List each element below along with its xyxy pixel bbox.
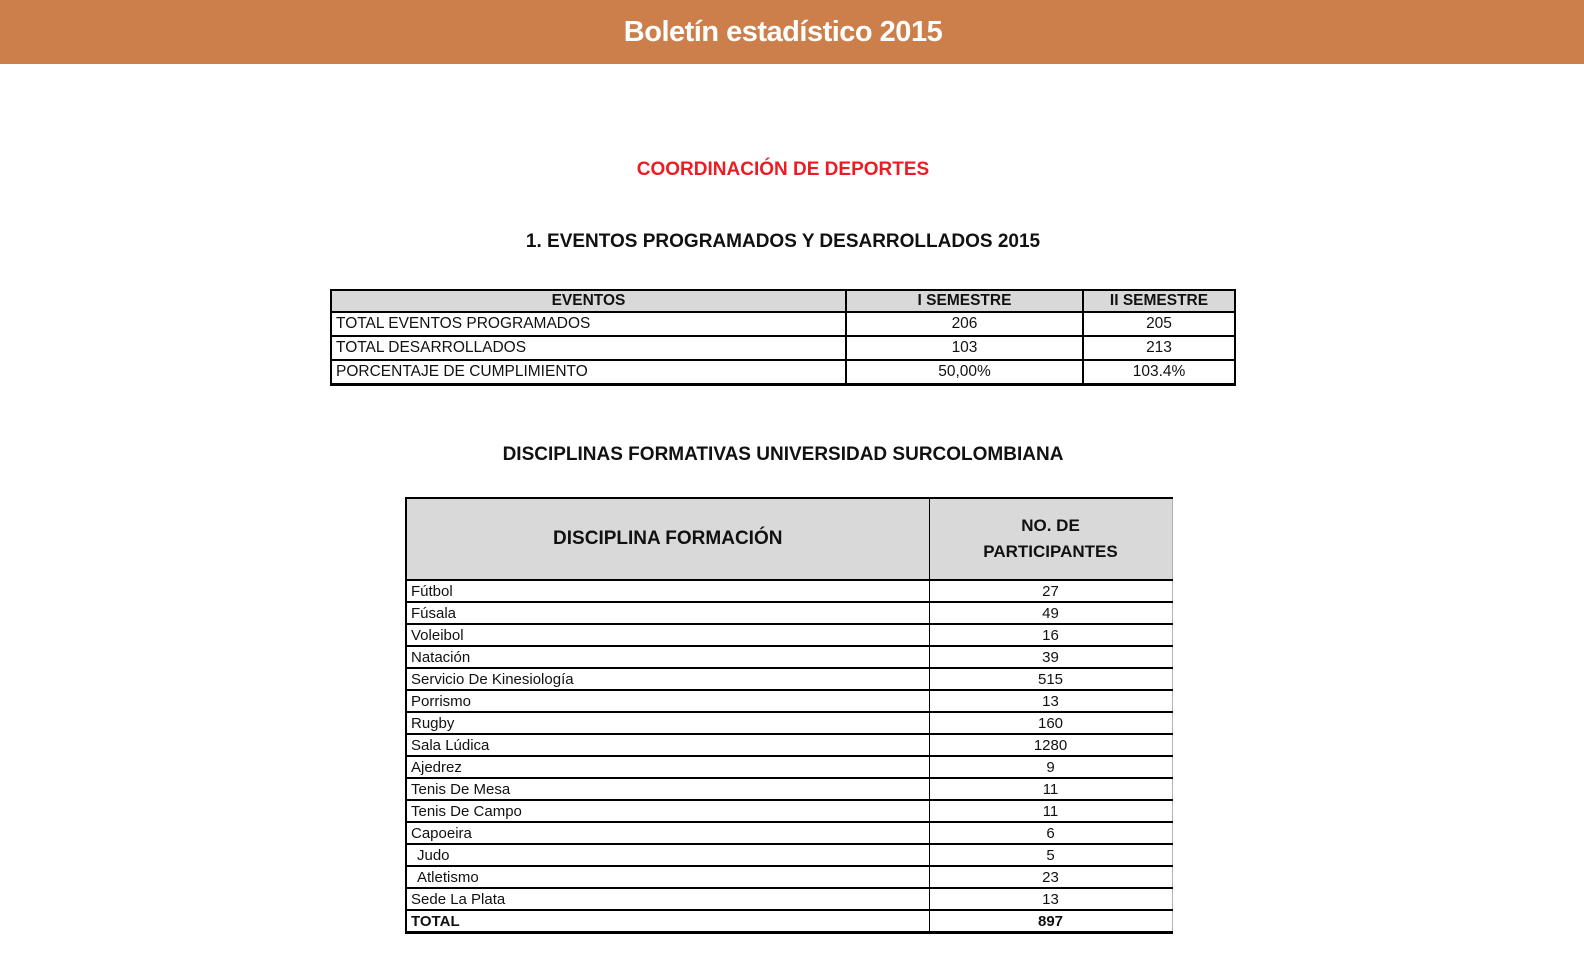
events-cell-sem2: 205 xyxy=(1083,312,1235,336)
disciplines-table-row xyxy=(406,734,1172,756)
disciplines-table-row xyxy=(406,624,1172,646)
disciplines-table-row xyxy=(406,800,1172,822)
discipline-name: Atletismo xyxy=(406,866,929,888)
discipline-participants: 13 xyxy=(929,690,1172,712)
discipline-participants: 49 xyxy=(929,602,1172,624)
events-table-header-row xyxy=(331,290,1235,312)
discipline-participants: 23 xyxy=(929,866,1172,888)
discipline-name: Natación xyxy=(406,646,929,668)
discipline-participants: 1280 xyxy=(929,734,1172,756)
discipline-name: Tenis De Mesa xyxy=(406,778,929,800)
events-table-row xyxy=(331,360,1235,385)
disciplines-total-row xyxy=(406,910,1172,933)
discipline-name: Fúsala xyxy=(406,602,929,624)
discipline-name: Voleibol xyxy=(406,624,929,646)
discipline-name: Porrismo xyxy=(406,690,929,712)
events-cell-label: TOTAL DESARROLLADOS xyxy=(331,336,846,360)
events-table-row xyxy=(331,336,1235,360)
disciplines-header-participants xyxy=(929,498,1172,580)
disciplines-header-name: DISCIPLINA FORMACIÓN xyxy=(406,498,929,580)
discipline-participants: 39 xyxy=(929,646,1172,668)
disciplines-table-header-row xyxy=(406,498,1172,580)
disciplines-table-row xyxy=(406,668,1172,690)
disciplines-table-row xyxy=(406,844,1172,866)
discipline-participants: 27 xyxy=(929,580,1172,602)
discipline-participants: 11 xyxy=(929,778,1172,800)
events-table-row xyxy=(331,312,1235,336)
discipline-name: Servicio De Kinesiología xyxy=(406,668,929,690)
disciplines-total-label: TOTAL xyxy=(406,910,929,933)
discipline-participants: 515 xyxy=(929,668,1172,690)
department-title: COORDINACIÓN DE DEPORTES xyxy=(636,159,930,180)
events-header-sem2: II SEMESTRE xyxy=(1083,290,1235,312)
discipline-name: Judo xyxy=(406,844,929,866)
disciplines-table-row xyxy=(406,580,1172,602)
discipline-name: Tenis De Campo xyxy=(406,800,929,822)
disciplines-table-row xyxy=(406,822,1172,844)
disciplines-table xyxy=(405,497,1173,934)
disciplines-total-value: 897 xyxy=(929,910,1172,933)
events-cell-sem2: 213 xyxy=(1083,336,1235,360)
disciplines-table-row xyxy=(406,690,1172,712)
discipline-participants: 16 xyxy=(929,624,1172,646)
discipline-name: Capoeira xyxy=(406,822,929,844)
discipline-name: Ajedrez xyxy=(406,756,929,778)
discipline-participants: 6 xyxy=(929,822,1172,844)
events-table xyxy=(330,289,1236,386)
disciplines-table-row xyxy=(406,712,1172,734)
events-cell-label: TOTAL EVENTOS PROGRAMADOS xyxy=(331,312,846,336)
disciplines-table-row xyxy=(406,888,1172,910)
discipline-participants: 9 xyxy=(929,756,1172,778)
events-section-title: 1. EVENTOS PROGRAMADOS Y DESARROLLADOS 2015 xyxy=(525,231,1041,252)
disciplines-section-title: DISCIPLINAS FORMATIVAS UNIVERSIDAD SURCOLOMBIANA xyxy=(502,444,1064,465)
disciplines-table-row xyxy=(406,866,1172,888)
disciplines-header-participants-text: NO. DE PARTICIPANTES xyxy=(983,516,1118,561)
disciplines-table-row xyxy=(406,646,1172,668)
disciplines-table-row xyxy=(406,602,1172,624)
events-header-sem1: I SEMESTRE xyxy=(846,290,1083,312)
discipline-participants: 11 xyxy=(929,800,1172,822)
events-cell-label: PORCENTAJE DE CUMPLIMIENTO xyxy=(331,360,846,385)
discipline-name: Fútbol xyxy=(406,580,929,602)
banner-title: Boletín estadístico 2015 xyxy=(623,16,943,48)
banner xyxy=(0,0,1584,64)
disciplines-table-row xyxy=(406,756,1172,778)
events-cell-sem1: 50,00% xyxy=(846,360,1083,385)
events-cell-sem1: 103 xyxy=(846,336,1083,360)
discipline-participants: 13 xyxy=(929,888,1172,910)
events-cell-sem1: 206 xyxy=(846,312,1083,336)
events-cell-sem2: 103.4% xyxy=(1083,360,1235,385)
discipline-participants: 160 xyxy=(929,712,1172,734)
disciplines-table-row xyxy=(406,778,1172,800)
discipline-name: Rugby xyxy=(406,712,929,734)
discipline-participants: 5 xyxy=(929,844,1172,866)
events-header-eventos: EVENTOS xyxy=(331,290,846,312)
discipline-name: Sala Lúdica xyxy=(406,734,929,756)
discipline-name: Sede La Plata xyxy=(406,888,929,910)
